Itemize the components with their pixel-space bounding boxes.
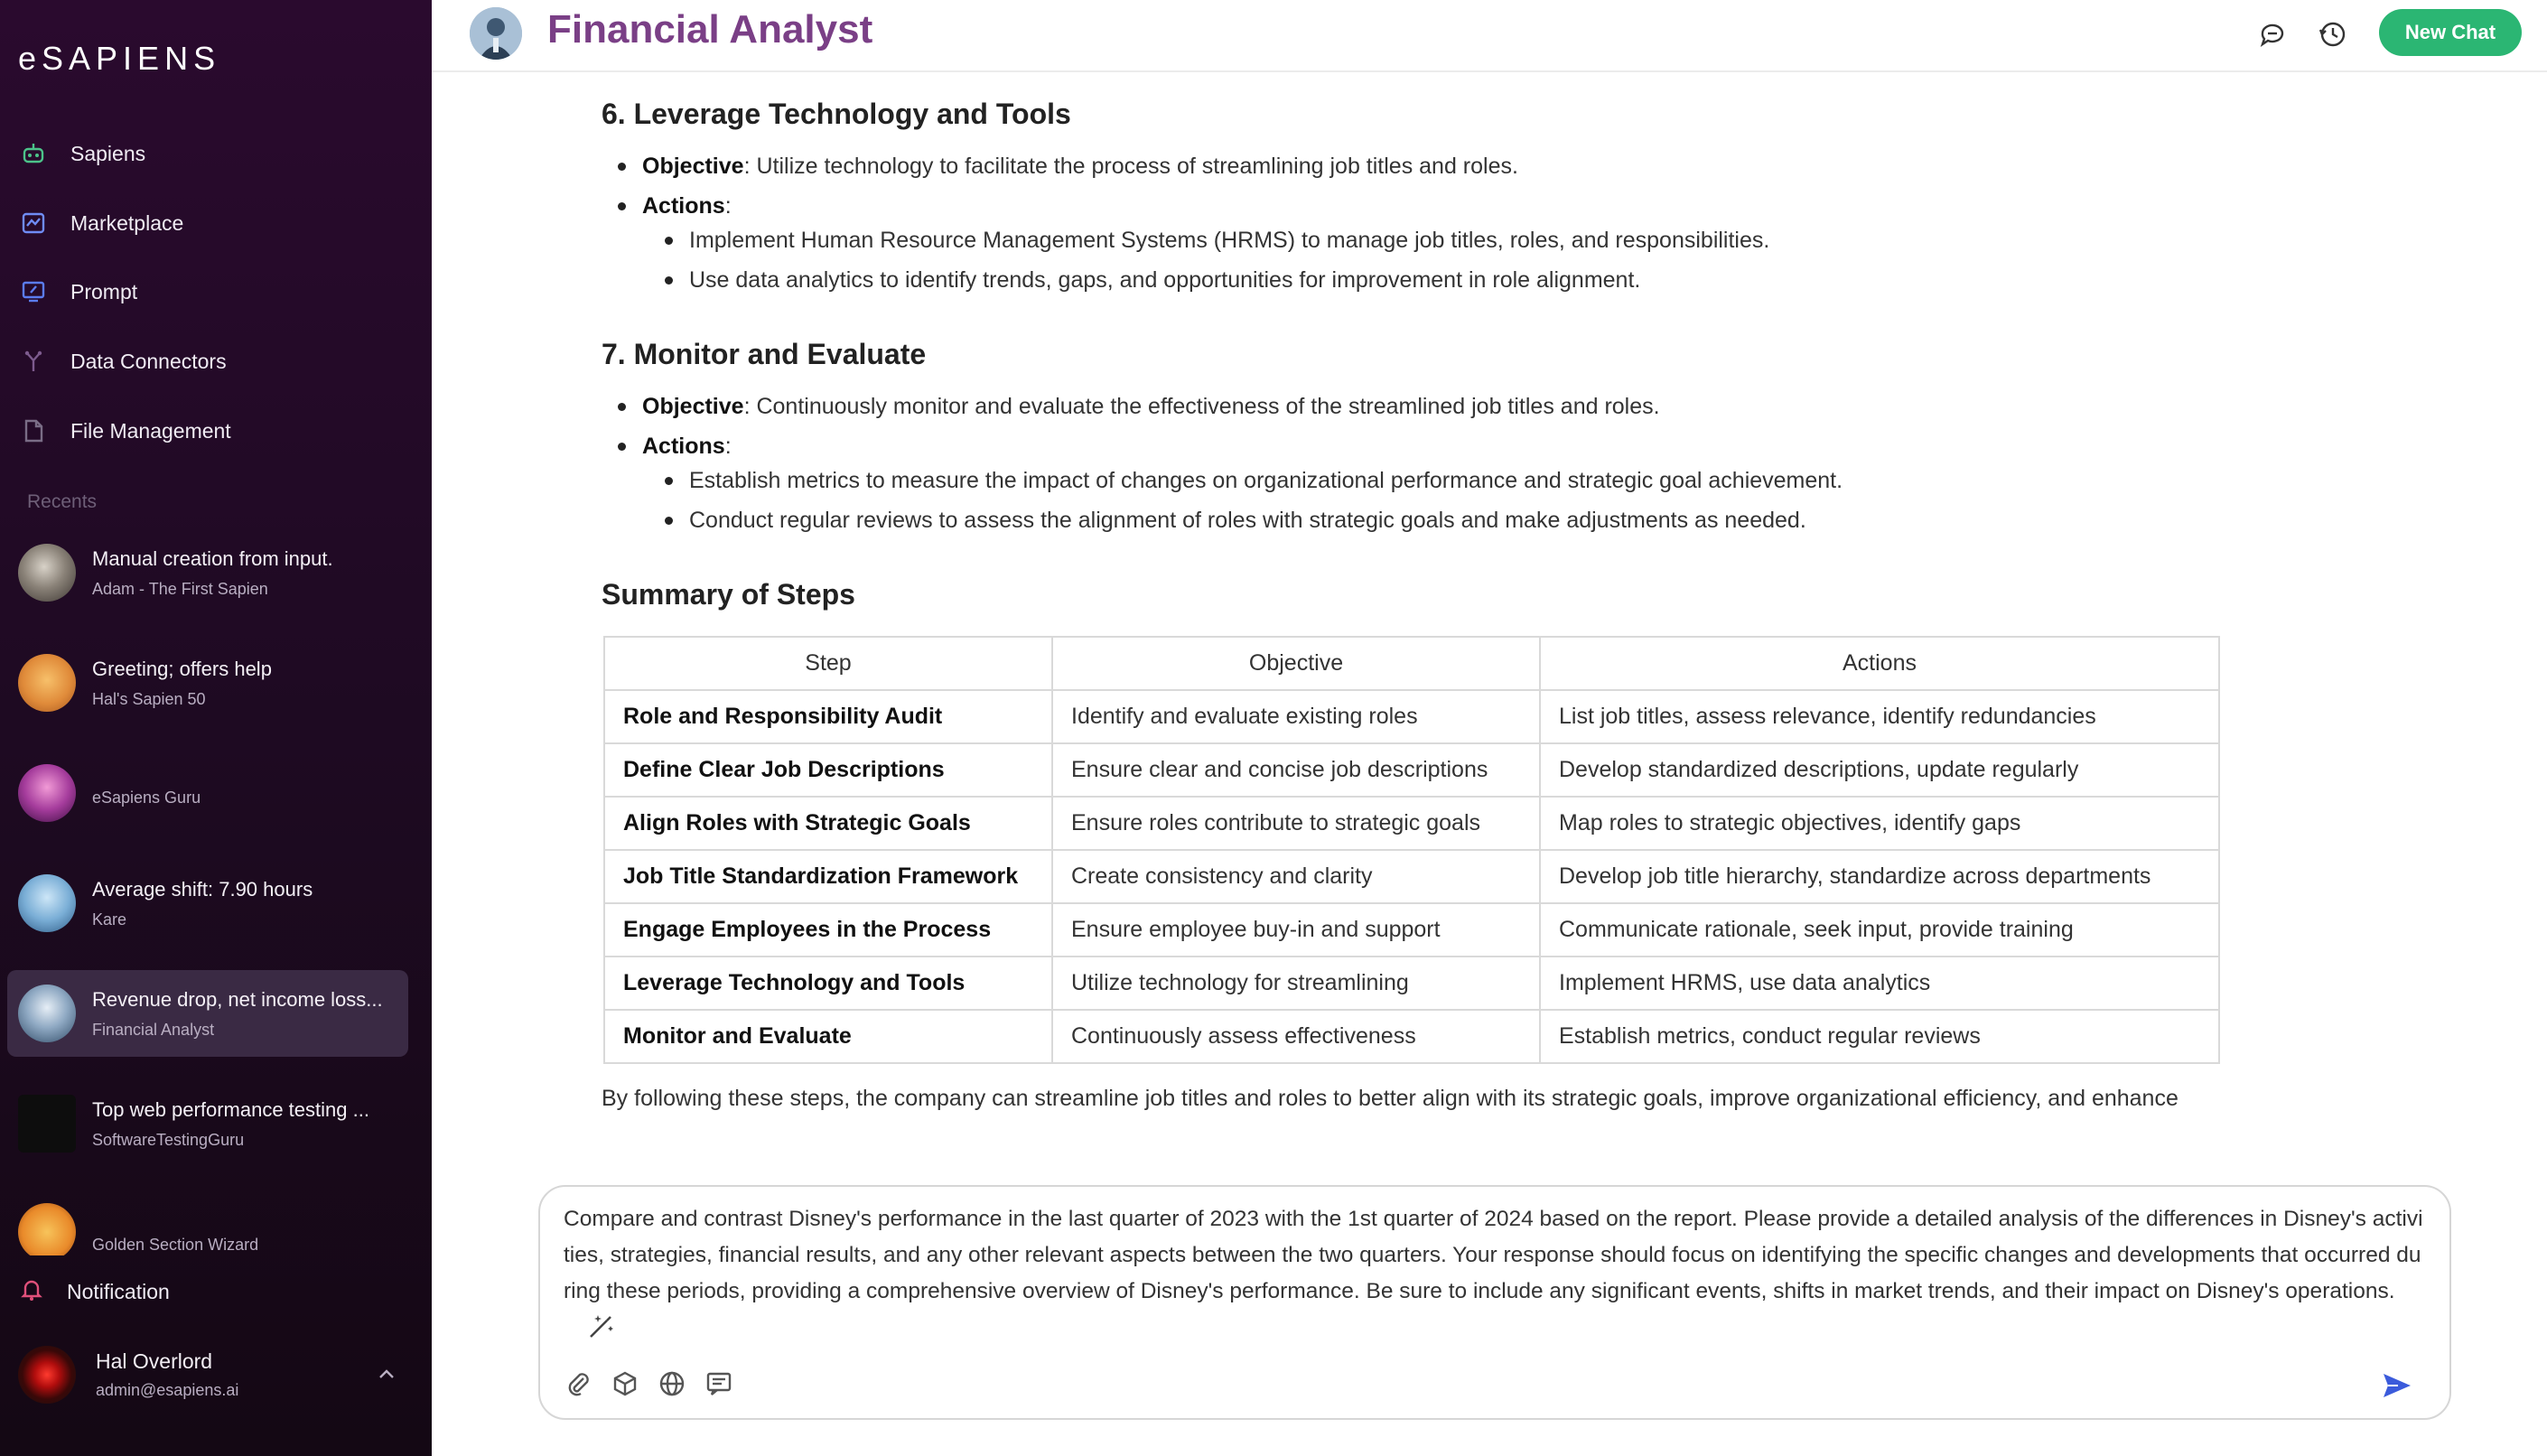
- objective-label: Objective: [642, 394, 744, 419]
- actions-label: Actions: [642, 434, 725, 459]
- table-header: Actions: [1540, 637, 2219, 690]
- table-row: [604, 690, 2219, 743]
- recent-subtitle: Hal's Sapien 50: [92, 689, 206, 708]
- prompt-icon: [18, 276, 49, 307]
- nav-item-sapiens[interactable]: [18, 131, 145, 176]
- table-row: [604, 850, 2219, 903]
- bullet-dot: [665, 237, 673, 245]
- table-row: [604, 903, 2219, 957]
- recent-chat-item[interactable]: [7, 1080, 408, 1167]
- table-cell: Ensure clear and concise job descriptions: [1052, 743, 1540, 797]
- robot-icon: [18, 138, 49, 169]
- table-row: [604, 797, 2219, 850]
- user-email: admin@esapiens.ai: [96, 1381, 239, 1399]
- recents-label: Recents: [27, 491, 98, 512]
- table-cell: Utilize technology for streamlining: [1052, 957, 1540, 1010]
- history-icon[interactable]: [2315, 16, 2351, 52]
- action-item: [665, 468, 1843, 494]
- avatar: [18, 544, 76, 602]
- user-avatar: [18, 1346, 76, 1404]
- table-row: [604, 957, 2219, 1010]
- recent-subtitle: Adam - The First Sapien: [92, 579, 268, 598]
- bullet-actions: [618, 193, 732, 219]
- table-cell: Continuously assess effectiveness: [1052, 1010, 1540, 1063]
- storefront-icon: [18, 208, 49, 238]
- summary-heading: Summary of Steps: [602, 578, 855, 611]
- section-heading: 7. Monitor and Evaluate: [602, 338, 927, 370]
- avatar: [18, 764, 76, 822]
- objective-text: : Continuously monitor and evaluate the effectiveness of the streamlined job titles and roles.: [743, 394, 1660, 419]
- table-cell: Ensure employee buy-in and support: [1052, 903, 1540, 957]
- nav-label: Marketplace: [70, 210, 184, 235]
- actions-label: Actions: [642, 193, 725, 219]
- nav-label: File Management: [70, 418, 231, 443]
- table-cell: Develop job title hierarchy, standardize across departments: [1540, 850, 2219, 903]
- table-cell: Role and Responsibility Audit: [604, 690, 1052, 743]
- objective-text: : Utilize technology to facilitate the process of streamlining job titles and roles.: [743, 154, 1518, 179]
- message-composer[interactable]: [538, 1185, 2451, 1420]
- table-cell: Create consistency and clarity: [1052, 850, 1540, 903]
- connector-icon: [18, 346, 49, 377]
- bullet-dot: [665, 477, 673, 485]
- logo-text: eSAPIENS: [18, 40, 221, 77]
- table-cell: Leverage Technology and Tools: [604, 957, 1052, 1010]
- recent-title: Manual creation from input.: [92, 546, 333, 570]
- message-input[interactable]: [564, 1201, 2424, 1354]
- avatar: [18, 1203, 76, 1255]
- nav-label: Data Connectors: [70, 349, 227, 373]
- action-item: [665, 267, 1640, 294]
- actions-colon: :: [724, 434, 732, 459]
- page-title: Financial Analyst: [547, 7, 873, 51]
- nav-label: Prompt: [70, 279, 138, 303]
- table-row: [604, 743, 2219, 797]
- table-cell: Develop standardized descriptions, update regularly: [1540, 743, 2219, 797]
- recent-subtitle: Financial Analyst: [92, 1020, 215, 1039]
- objective-label: Objective: [642, 154, 744, 179]
- summary-table: [603, 636, 2220, 1064]
- table-cell: Map roles to strategic objectives, identify gaps: [1540, 797, 2219, 850]
- nav-item-file-management[interactable]: [18, 408, 231, 453]
- action-text: Implement Human Resource Management Systems (HRMS) to manage job titles, roles, and responsibilities.: [689, 228, 1770, 253]
- nav-item-prompt[interactable]: [18, 269, 137, 314]
- bullet-dot: [618, 202, 626, 210]
- sidebar: [0, 0, 432, 1456]
- table-cell: Identify and evaluate existing roles: [1052, 690, 1540, 743]
- chat-header: [432, 0, 2547, 72]
- magic-wand-icon[interactable]: [585, 1310, 618, 1354]
- user-name: Hal Overlord: [96, 1349, 213, 1373]
- recent-chat-item-active[interactable]: [7, 970, 408, 1057]
- table-header: Step: [604, 637, 1052, 690]
- globe-icon[interactable]: [654, 1366, 690, 1402]
- action-item: [665, 508, 1806, 534]
- notification-button[interactable]: [18, 1275, 170, 1308]
- app-logo[interactable]: [18, 40, 220, 78]
- sapien-avatar: [470, 7, 522, 60]
- table-cell: Establish metrics, conduct regular reviews: [1540, 1010, 2219, 1063]
- recent-subtitle: Golden Section Wizard: [92, 1236, 259, 1254]
- recent-chat-item[interactable]: [7, 529, 408, 616]
- section-heading: 6. Leverage Technology and Tools: [602, 98, 1071, 130]
- bullet-objective: [618, 154, 1518, 180]
- bullet-actions: [618, 434, 732, 460]
- actions-colon: :: [724, 193, 732, 219]
- table-cell: Communicate rationale, seek input, provide training: [1540, 903, 2219, 957]
- table-cell: Implement HRMS, use data analytics: [1540, 957, 2219, 1010]
- notification-label: Notification: [67, 1279, 170, 1303]
- bullet-dot: [665, 276, 673, 285]
- chevron-up-icon[interactable]: [376, 1364, 397, 1390]
- action-text: Use data analytics to identify trends, gaps, and opportunities for improvement in role alignment.: [689, 267, 1641, 293]
- cube-icon[interactable]: [607, 1366, 643, 1402]
- avatar: [18, 874, 76, 932]
- table-header: Objective: [1052, 637, 1540, 690]
- paperclip-icon[interactable]: [560, 1366, 596, 1402]
- bullet-dot: [618, 403, 626, 411]
- bullet-dot: [665, 517, 673, 525]
- table-cell: Ensure roles contribute to strategic goals: [1052, 797, 1540, 850]
- recent-chat-item[interactable]: [7, 750, 408, 836]
- recent-title: Top web performance testing ...: [92, 1097, 369, 1121]
- avatar: [18, 985, 76, 1042]
- recent-title: Greeting; offers help: [92, 657, 272, 680]
- recent-chat-item[interactable]: [7, 1190, 408, 1255]
- recent-title: Average shift: 7.90 hours: [92, 877, 313, 901]
- table-cell: Monitor and Evaluate: [604, 1010, 1052, 1063]
- recent-chat-item[interactable]: [7, 860, 408, 947]
- bullet-dot: [618, 163, 626, 171]
- recent-chat-item[interactable]: [7, 639, 408, 726]
- action-text: Establish metrics to measure the impact of changes on organizational performance and strategic goal achievement.: [689, 468, 1843, 493]
- avatar: [18, 1095, 76, 1153]
- send-icon[interactable]: [2377, 1366, 2417, 1405]
- recent-subtitle: SoftwareTestingGuru: [92, 1130, 245, 1149]
- file-icon: [18, 415, 49, 446]
- prompt-template-icon[interactable]: [701, 1366, 737, 1402]
- recent-subtitle: Kare: [92, 910, 127, 929]
- action-item: [665, 228, 1769, 254]
- recent-subtitle: eSapiens Guru: [92, 788, 201, 807]
- new-chat-button[interactable]: New Chat: [2379, 9, 2522, 56]
- nav-item-data-connectors[interactable]: [18, 339, 227, 384]
- table-cell: List job titles, assess relevance, identify redundancies: [1540, 690, 2219, 743]
- bullet-dot: [618, 443, 626, 451]
- bullet-objective: [618, 394, 1660, 420]
- table-header-row: [604, 637, 2219, 690]
- table-cell: Engage Employees in the Process: [604, 903, 1052, 957]
- table-cell: Align Roles with Strategic Goals: [604, 797, 1052, 850]
- user-profile[interactable]: [18, 1346, 397, 1404]
- recent-title: Revenue drop, net income loss...: [92, 987, 383, 1011]
- message-input-text: Compare and contrast Disney's performance in the last quarter of 2023 with the 1st quarter of 2024 based on the report. Please provide a detailed analysis of the differences in Disney's activities, strategies, financial results, and any other relevant aspects between the two quarters. Your response should focus on identifying the specific changes and developments that occurred during these periods, providing a comprehensive overview of Disney's performance. Be sure to include any significant events, shifts in market trends, and their impact on Disney's operations.: [564, 1207, 2423, 1303]
- nav-item-marketplace[interactable]: [18, 201, 183, 246]
- closing-paragraph: By following these steps, the company can streamline job titles and roles to better align with its strategic goals, improve organizational efficiency, and enhance: [602, 1086, 2178, 1111]
- bell-icon: [18, 1275, 45, 1308]
- table-cell: Job Title Standardization Framework: [604, 850, 1052, 903]
- table-cell: Define Clear Job Descriptions: [604, 743, 1052, 797]
- nav-label: Sapiens: [70, 141, 146, 165]
- chat-refresh-icon[interactable]: [2254, 16, 2290, 52]
- action-text: Conduct regular reviews to assess the alignment of roles with strategic goals and make adjustments as needed.: [689, 508, 1806, 533]
- avatar: [18, 654, 76, 712]
- table-row: [604, 1010, 2219, 1063]
